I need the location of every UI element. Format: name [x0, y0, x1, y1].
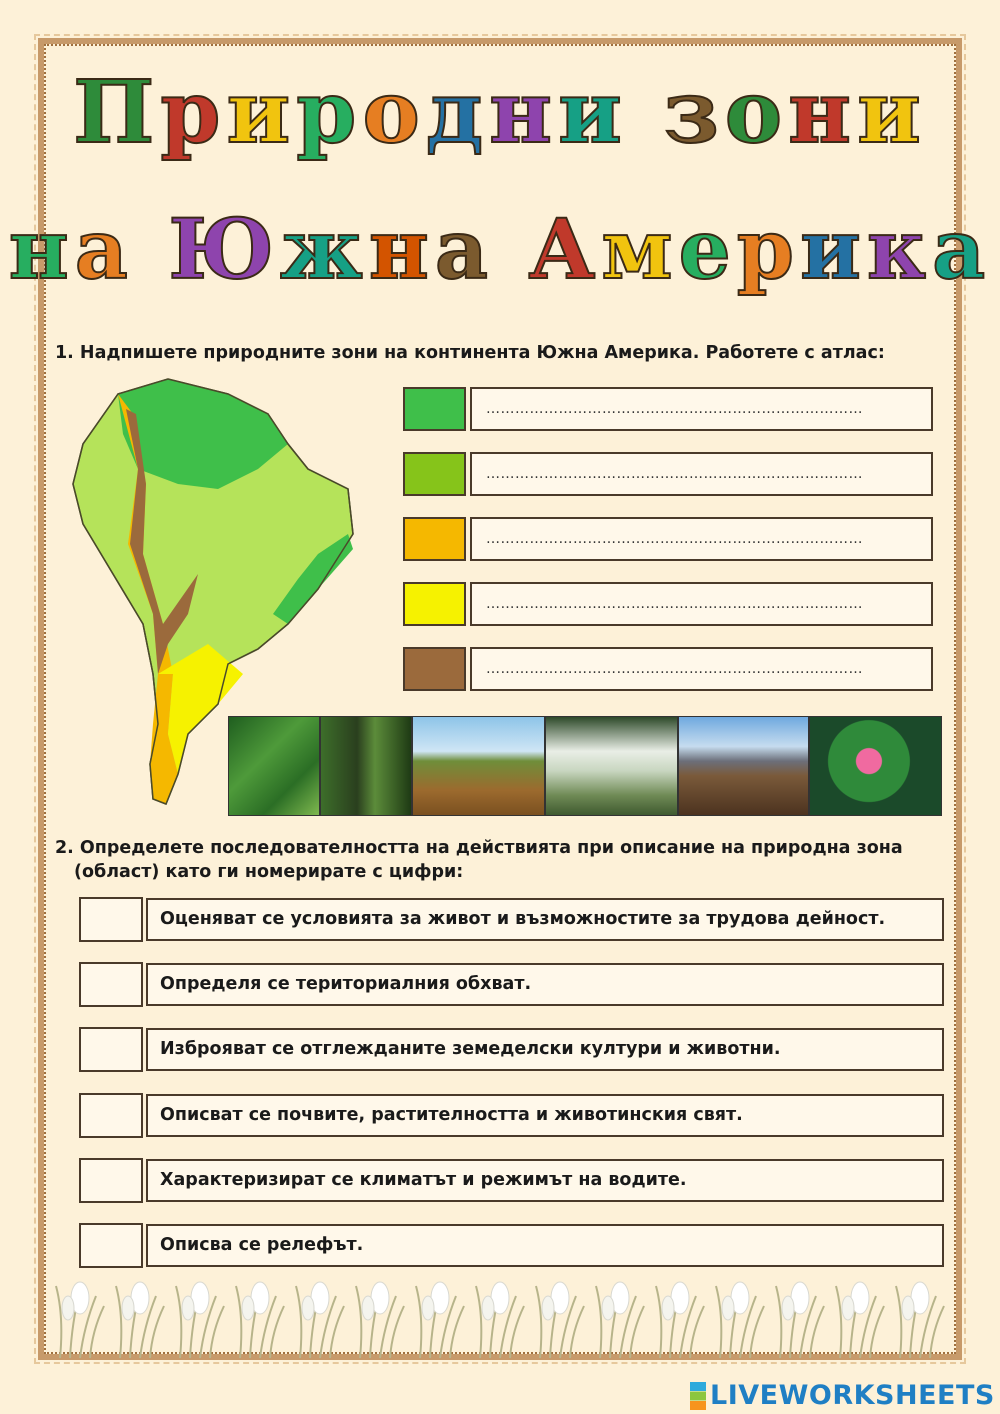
legend-swatch-1 [403, 387, 466, 431]
photo-pampas-grass [545, 716, 678, 816]
grass-decoration [50, 1276, 950, 1358]
order-number-input-5[interactable] [79, 1158, 143, 1203]
legend-swatch-2 [403, 452, 466, 496]
step-text-5: Характеризират се климатът и режимът на водите. [146, 1159, 944, 1202]
legend-answer-field-2[interactable]: …………………………………………………………………… [470, 452, 933, 496]
order-number-input-1[interactable] [79, 897, 143, 942]
order-number-input-2[interactable] [79, 962, 143, 1007]
order-number-input-6[interactable] [79, 1223, 143, 1268]
step-text-1: Оценяват се условията за живот и възможностите за трудова дейност. [146, 898, 944, 941]
step-text-4: Описват се почвите, растителността и животинския свят. [146, 1094, 944, 1137]
liveworksheets-logo-icon [690, 1382, 706, 1410]
order-number-input-4[interactable] [79, 1093, 143, 1138]
question-2-line1: 2. Определете последователността на действията при описание на природна зона [55, 838, 903, 858]
legend-answer-field-5[interactable]: …………………………………………………………………… [470, 647, 933, 691]
page-title-line2: на Южна Америка [8, 202, 992, 298]
photo-savanna [412, 716, 545, 816]
photo-andes-plateau [678, 716, 809, 816]
question-1: 1. Надпишете природните зони на континента Южна Америка. Работете с атлас: [55, 343, 885, 363]
legend-swatch-5 [403, 647, 466, 691]
photo-strip [228, 716, 942, 816]
legend-answer-field-3[interactable]: …………………………………………………………………… [470, 517, 933, 561]
legend-swatch-4 [403, 582, 466, 626]
step-text-2: Определя се териториалния обхват. [146, 963, 944, 1006]
order-number-input-3[interactable] [79, 1027, 143, 1072]
legend-answer-field-1[interactable]: …………………………………………………………………… [470, 387, 933, 431]
step-text-3: Изброяват се отглежданите земеделски култури и животни. [146, 1028, 944, 1071]
question-2-line2: (област) като ги номерирате с цифри: [74, 862, 464, 882]
legend-answer-field-4[interactable]: …………………………………………………………………… [470, 582, 933, 626]
liveworksheets-logo-text: LIVEWORKSHEETS [710, 1380, 995, 1411]
photo-water-lily [809, 716, 942, 816]
photo-forest-trunk [320, 716, 412, 816]
step-text-6: Описва се релефът. [146, 1224, 944, 1267]
legend-swatch-3 [403, 517, 466, 561]
page-title-line1: Природни зони [73, 62, 927, 163]
photo-rainforest-leaves [228, 716, 320, 816]
